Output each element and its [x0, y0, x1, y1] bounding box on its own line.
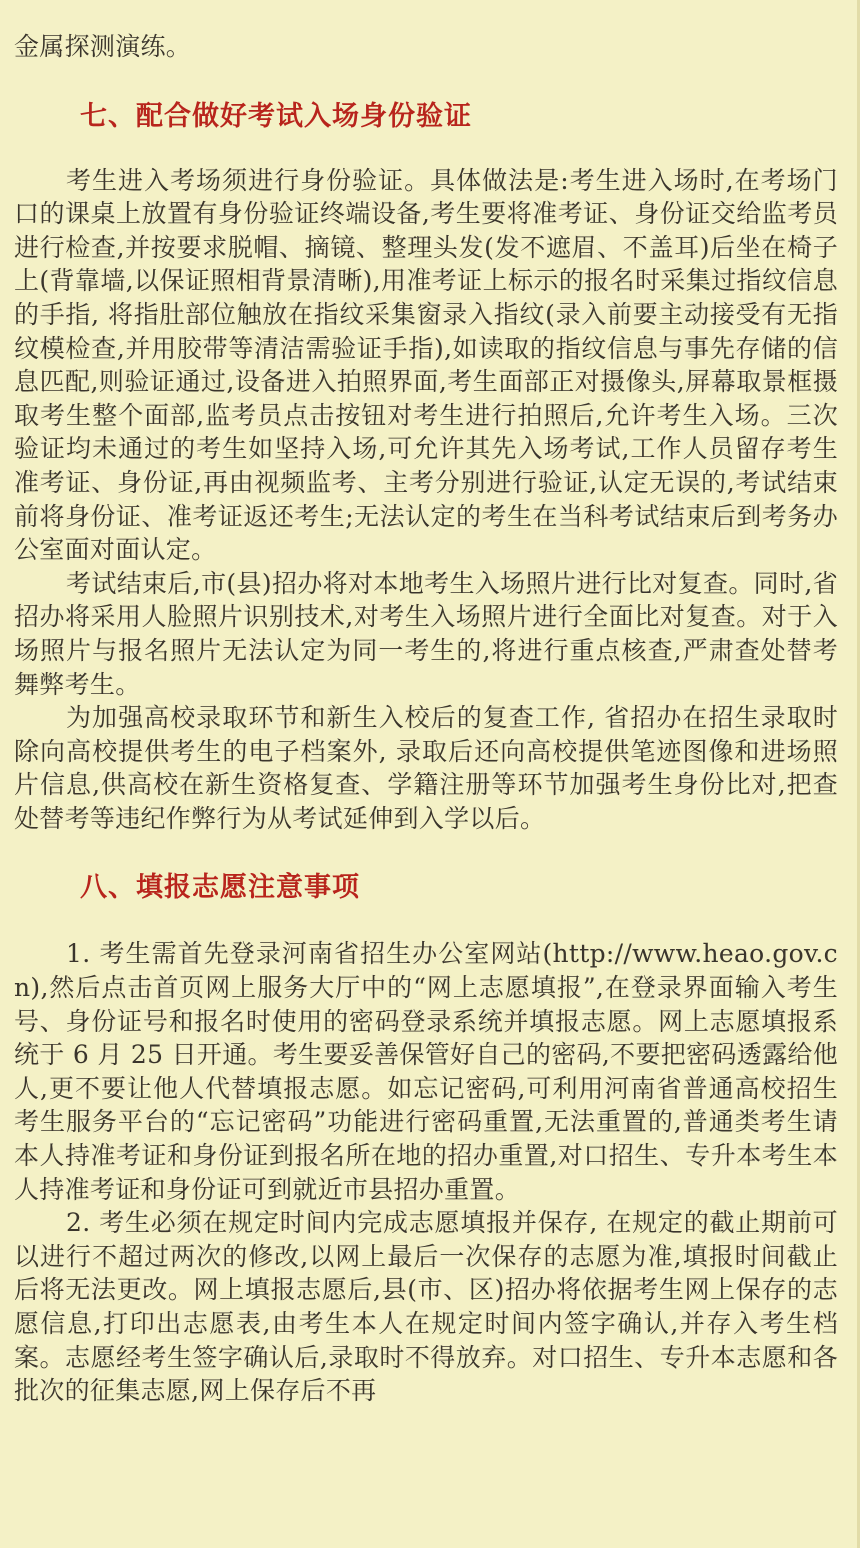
section-7-paragraph-1: 考生进入考场须进行身份验证。具体做法是:考生进入场时,在考场门口的课桌上放置有身份验证终端设备,考生要将准考证、身份证交给监考员进行检查,并按要求脱帽、摘镜、整理头发(发不遮眉、不盖耳)后坐在椅子上(背靠墙,以保证照相背景清晰),用准考证上标示的报名时采集过指纹信息的手指, 将指肚部位触放在指纹采集窗录入指纹(录入前要主动接受有无指纹模检查,并用胶带等清洁需验证手指),如读取的指纹信息与事先存储的信息匹配,则验证通过,设备进入拍照界面,考生面部正对摄像头,屏幕取景框摄取考生整个面部,监考员点击按钮对考生进行拍照后,允许考生入场。三次验证均未通过的考生如坚持入场,可允许其先入场考试,工作人员留存考生准考证、身份证,再由视频监考、主考分别进行验证,认定无误的,考试结束前将身份证、准考证返还考生;无法认定的考生在当科考试结束后到考务办公室面对面认定。 [14, 165, 838, 565]
section-8-heading: 八、填报志愿注意事项 [80, 872, 360, 904]
section-8-paragraph-2: 2. 考生必须在规定时间内完成志愿填报并保存, 在规定的截止期前可以进行不超过两次的修改,以网上最后一次保存的志愿为准,填报时间截止后将无法更改。网上填报志愿后,县(市、区)招办将依据考生网上保存的志愿信息,打印出志愿表,由考生本人在规定时间内签字确认,并存入考生档案。志愿经考生签字确认后,录取时不得放弃。对口招生、专升本志愿和各批次的征集志愿,网上保存后不再 [14, 1208, 838, 1406]
section-8-paragraph-1: 1. 考生需首先登录河南省招生办公室网站(http://www.heao.gov.cn),然后点击首页网上服务大厅中的“网上志愿填报”,在登录界面输入考生号、身份证号和报名时使用的密码登录系统并填报志愿。网上志愿填报系统于 6 月 25 日开通。考生要妥善保管好自己的密码,不要把密码透露给他人,更不要让他人代替填报志愿。如忘记密码,可利用河南省普通高校招生考生服务平台的“忘记密码”功能进行密码重置,无法重置的,普通类考生请本人持准考证和身份证到报名所在地的招办重置,对口招生、专升本考生本人持准考证和身份证可到就近市县招办重置。 [14, 939, 838, 1204]
section-7-paragraph-2: 考试结束后,市(县)招办将对本地考生入场照片进行比对复查。同时,省招办将采用人脸照片识别技术,对考生入场照片进行全面比对复查。对于入场照片与报名照片无法认定为同一考生的,将进行重点核查,严肃查处替考舞弊考生。 [14, 568, 838, 699]
document-content [14, 30, 838, 1408]
section-7-paragraph-3: 为加强高校录取环节和新生入校后的复查工作, 省招办在招生录取时除向高校提供考生的电子档案外, 录取后还向高校提供笔迹图像和进场照片信息,供高校在新生资格复查、学籍注册等环节加强考生身份比对,把查处替考等违纪作弊行为从考试延伸到入学以后。 [14, 703, 838, 833]
section-7-heading: 七、配合做好考试入场身份验证 [80, 100, 472, 132]
intro-paragraph: 金属探测演练。 [14, 32, 192, 61]
